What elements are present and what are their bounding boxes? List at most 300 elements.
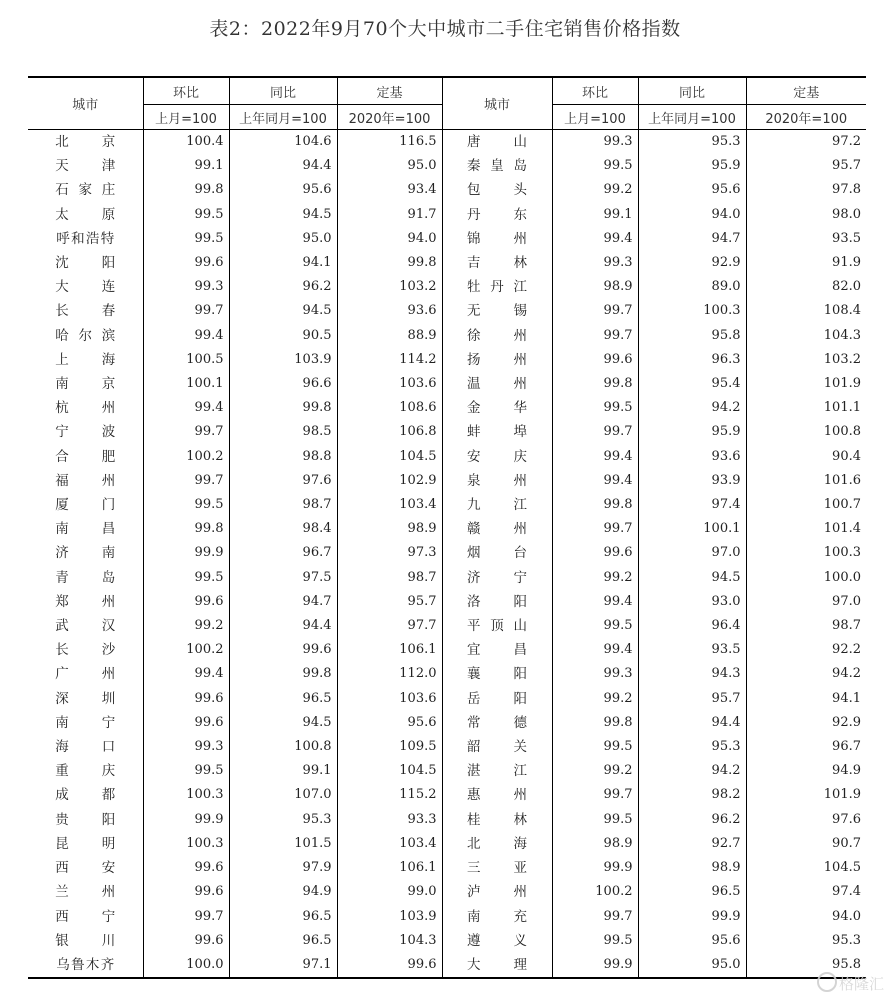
city-cell [28, 905, 143, 929]
mom-value: 100.0 [143, 953, 229, 978]
city-cell [442, 130, 552, 155]
mom-value: 99.4 [552, 590, 638, 614]
city-cell [442, 154, 552, 178]
city-cell [28, 348, 143, 372]
base-value: 102.9 [337, 469, 442, 493]
yoy-value: 96.7 [229, 541, 337, 565]
city-cell [442, 808, 552, 832]
base-value: 98.9 [337, 517, 442, 541]
yoy-value: 90.5 [229, 324, 337, 348]
city-name: 兰州 [55, 884, 116, 901]
city-name: 三亚 [467, 860, 527, 877]
mom-value: 99.8 [552, 711, 638, 735]
table-row [28, 856, 866, 880]
base-value: 94.2 [746, 662, 866, 686]
city-cell [442, 711, 552, 735]
yoy-value: 95.7 [638, 687, 746, 711]
col-header-yoy-right: 同比 [638, 77, 746, 105]
city-name: 温州 [467, 376, 527, 393]
base-value: 103.4 [337, 493, 442, 517]
yoy-value: 97.9 [229, 856, 337, 880]
city-name: 无锡 [467, 303, 527, 320]
city-cell [28, 154, 143, 178]
city-cell [442, 275, 552, 299]
yoy-value: 94.4 [229, 614, 337, 638]
col-header-city-right: 城市 [442, 77, 552, 130]
base-value: 95.3 [746, 929, 866, 953]
city-cell [442, 614, 552, 638]
yoy-value: 98.5 [229, 420, 337, 444]
city-cell [442, 783, 552, 807]
col-header-mom: 环比 [143, 77, 229, 105]
city-cell [442, 953, 552, 978]
base-value: 104.5 [337, 445, 442, 469]
mom-value: 99.6 [552, 541, 638, 565]
mom-value: 99.7 [143, 420, 229, 444]
base-value: 100.3 [746, 541, 866, 565]
yoy-value: 95.9 [638, 420, 746, 444]
city-cell [28, 566, 143, 590]
yoy-value: 95.9 [638, 154, 746, 178]
mom-value: 99.2 [552, 687, 638, 711]
mom-value: 99.2 [552, 178, 638, 202]
base-value: 97.6 [746, 808, 866, 832]
city-cell [28, 299, 143, 323]
base-value: 98.0 [746, 203, 866, 227]
mom-value: 99.7 [552, 324, 638, 348]
city-cell [442, 687, 552, 711]
mom-value: 99.3 [552, 662, 638, 686]
base-value: 101.4 [746, 517, 866, 541]
mom-value: 98.9 [552, 832, 638, 856]
yoy-value: 94.2 [638, 759, 746, 783]
city-cell [28, 372, 143, 396]
col-header-city: 城市 [28, 77, 143, 130]
base-value: 103.2 [337, 275, 442, 299]
city-cell [442, 372, 552, 396]
yoy-value: 95.6 [229, 178, 337, 202]
city-cell [442, 178, 552, 202]
base-value: 104.3 [337, 929, 442, 953]
yoy-value: 94.4 [638, 711, 746, 735]
mom-value: 99.6 [143, 856, 229, 880]
base-value: 95.7 [337, 590, 442, 614]
table-row [28, 203, 866, 227]
yoy-value: 95.6 [638, 929, 746, 953]
city-name: 九江 [467, 497, 527, 514]
city-cell [28, 783, 143, 807]
city-name: 蚌埠 [467, 424, 527, 441]
city-cell [442, 662, 552, 686]
yoy-value: 96.6 [229, 372, 337, 396]
city-name: 福州 [55, 472, 116, 489]
city-cell [28, 445, 143, 469]
base-value: 100.8 [746, 420, 866, 444]
city-name: 北京 [55, 134, 116, 150]
table-row [28, 783, 866, 807]
city-cell [28, 662, 143, 686]
city-cell [442, 541, 552, 565]
city-name: 湛江 [467, 763, 527, 780]
city-cell [442, 735, 552, 759]
base-value: 92.2 [746, 638, 866, 662]
table-row [28, 517, 866, 541]
mom-value: 99.3 [143, 735, 229, 759]
mom-value: 99.8 [143, 178, 229, 202]
city-name: 南宁 [55, 714, 116, 731]
city-cell [442, 251, 552, 275]
mom-value: 100.3 [143, 832, 229, 856]
city-name: 大连 [55, 279, 116, 296]
yoy-value: 94.2 [638, 396, 746, 420]
mom-value: 99.8 [552, 493, 638, 517]
table-row [28, 808, 866, 832]
col-subheader-yoy-right: 上年同月=100 [638, 105, 746, 130]
city-cell [442, 396, 552, 420]
mom-value: 98.9 [552, 275, 638, 299]
base-value: 93.6 [337, 299, 442, 323]
base-value: 90.7 [746, 832, 866, 856]
yoy-value: 98.7 [229, 493, 337, 517]
base-value: 99.8 [337, 251, 442, 275]
base-value: 90.4 [746, 445, 866, 469]
mom-value: 99.4 [552, 469, 638, 493]
table-row [28, 590, 866, 614]
base-value: 94.0 [746, 905, 866, 929]
city-name: 太原 [55, 206, 116, 223]
yoy-value: 95.8 [638, 324, 746, 348]
mom-value: 99.2 [552, 566, 638, 590]
city-name: 岳阳 [467, 690, 527, 707]
city-name: 长春 [55, 303, 116, 320]
mom-value: 99.6 [143, 880, 229, 904]
city-name: 重庆 [55, 763, 116, 780]
col-subheader-base: 2020年=100 [337, 105, 442, 130]
watermark-logo-icon [817, 972, 837, 992]
yoy-value: 93.0 [638, 590, 746, 614]
base-value: 93.3 [337, 808, 442, 832]
mom-value: 99.6 [143, 251, 229, 275]
yoy-value: 94.7 [229, 590, 337, 614]
yoy-value: 94.3 [638, 662, 746, 686]
city-name: 南充 [467, 908, 527, 925]
mom-value: 99.3 [143, 275, 229, 299]
city-name: 秦皇岛 [467, 158, 527, 175]
city-cell [28, 687, 143, 711]
base-value: 96.7 [746, 735, 866, 759]
yoy-value: 96.3 [638, 348, 746, 372]
base-value: 97.0 [746, 590, 866, 614]
city-name: 郑州 [55, 593, 116, 610]
col-subheader-mom-right: 上月=100 [552, 105, 638, 130]
city-name: 沈阳 [55, 255, 116, 272]
base-value: 98.7 [337, 566, 442, 590]
city-cell [442, 299, 552, 323]
table-row [28, 687, 866, 711]
city-cell [442, 566, 552, 590]
mom-value: 99.5 [552, 808, 638, 832]
base-value: 104.5 [746, 856, 866, 880]
yoy-value: 98.8 [229, 445, 337, 469]
table-row [28, 445, 866, 469]
yoy-value: 99.6 [229, 638, 337, 662]
table-row [28, 251, 866, 275]
table-row [28, 324, 866, 348]
city-name: 杭州 [55, 400, 116, 417]
city-cell [442, 420, 552, 444]
city-cell [28, 808, 143, 832]
mom-value: 99.5 [552, 929, 638, 953]
mom-value: 99.6 [143, 711, 229, 735]
base-value: 114.2 [337, 348, 442, 372]
yoy-value: 97.0 [638, 541, 746, 565]
yoy-value: 94.5 [229, 711, 337, 735]
city-cell [442, 856, 552, 880]
mom-value: 99.6 [143, 687, 229, 711]
yoy-value: 100.3 [638, 299, 746, 323]
city-name: 锦州 [467, 230, 527, 247]
mom-value: 99.5 [552, 154, 638, 178]
base-value: 95.7 [746, 154, 866, 178]
city-name: 昆明 [55, 835, 116, 852]
yoy-value: 97.1 [229, 953, 337, 978]
base-value: 108.6 [337, 396, 442, 420]
base-value: 97.4 [746, 880, 866, 904]
base-value: 101.1 [746, 396, 866, 420]
yoy-value: 94.5 [638, 566, 746, 590]
city-cell [442, 759, 552, 783]
city-name: 天津 [55, 158, 116, 175]
city-name: 长沙 [55, 642, 116, 659]
yoy-value: 94.7 [638, 227, 746, 251]
mom-value: 100.2 [143, 445, 229, 469]
city-cell [442, 227, 552, 251]
city-name: 平顶山 [467, 618, 527, 635]
city-name: 安庆 [467, 448, 527, 465]
mom-value: 99.5 [143, 493, 229, 517]
city-cell [28, 929, 143, 953]
city-cell [442, 203, 552, 227]
table-row [28, 662, 866, 686]
base-value: 101.6 [746, 469, 866, 493]
yoy-value: 94.1 [229, 251, 337, 275]
base-value: 88.9 [337, 324, 442, 348]
base-value: 100.7 [746, 493, 866, 517]
city-cell [28, 735, 143, 759]
mom-value: 99.3 [552, 251, 638, 275]
city-name: 大理 [467, 956, 527, 973]
table-row [28, 154, 866, 178]
city-cell [442, 880, 552, 904]
mom-value: 99.5 [143, 566, 229, 590]
city-cell [28, 251, 143, 275]
table-row [28, 566, 866, 590]
city-name: 哈尔滨 [55, 327, 116, 344]
table-row [28, 372, 866, 396]
city-cell [442, 445, 552, 469]
city-cell [28, 227, 143, 251]
city-cell [28, 759, 143, 783]
base-value: 103.6 [337, 687, 442, 711]
mom-value: 99.6 [143, 590, 229, 614]
table-title: 表2：2022年9月70个大中城市二手住宅销售价格指数 [209, 18, 681, 40]
table-row [28, 759, 866, 783]
mom-value: 99.5 [143, 759, 229, 783]
yoy-value: 96.2 [638, 808, 746, 832]
mom-value: 99.5 [552, 396, 638, 420]
mom-value: 99.7 [143, 905, 229, 929]
city-cell [442, 638, 552, 662]
city-cell [28, 324, 143, 348]
city-cell [28, 638, 143, 662]
mom-value: 99.5 [552, 735, 638, 759]
city-cell [28, 541, 143, 565]
yoy-value: 96.2 [229, 275, 337, 299]
city-name: 泸州 [467, 884, 527, 901]
city-name: 济南 [55, 545, 116, 562]
yoy-value: 99.9 [638, 905, 746, 929]
city-name: 烟台 [467, 545, 527, 562]
base-value: 99.0 [337, 880, 442, 904]
table-row [28, 711, 866, 735]
col-subheader-base-right: 2020年=100 [746, 105, 866, 130]
base-value: 95.8 [746, 953, 866, 978]
city-cell [28, 832, 143, 856]
yoy-value: 103.9 [229, 348, 337, 372]
mom-value: 99.7 [552, 420, 638, 444]
mom-value: 99.1 [143, 154, 229, 178]
mom-value: 100.3 [143, 783, 229, 807]
col-header-mom-right: 环比 [552, 77, 638, 105]
yoy-value: 95.0 [638, 953, 746, 978]
yoy-value: 95.6 [638, 178, 746, 202]
city-cell [28, 275, 143, 299]
mom-value: 99.6 [552, 348, 638, 372]
mom-value: 99.2 [552, 759, 638, 783]
table-row [28, 227, 866, 251]
base-value: 93.4 [337, 178, 442, 202]
city-name: 西宁 [55, 908, 116, 925]
yoy-value: 95.0 [229, 227, 337, 251]
yoy-value: 92.7 [638, 832, 746, 856]
yoy-value: 100.8 [229, 735, 337, 759]
yoy-value: 95.4 [638, 372, 746, 396]
base-value: 94.0 [337, 227, 442, 251]
city-name: 呼和浩特 [56, 230, 115, 247]
col-subheader-yoy: 上年同月=100 [229, 105, 337, 130]
base-value: 116.5 [337, 130, 442, 155]
city-cell [28, 130, 143, 155]
base-value: 103.9 [337, 905, 442, 929]
watermark-text: 格隆汇 [838, 975, 884, 993]
city-name: 包头 [467, 182, 527, 199]
base-value: 97.7 [337, 614, 442, 638]
mom-value: 100.5 [143, 348, 229, 372]
base-value: 115.2 [337, 783, 442, 807]
city-name: 金华 [467, 400, 527, 417]
table-row [28, 178, 866, 202]
mom-value: 99.5 [552, 614, 638, 638]
city-cell [28, 517, 143, 541]
mom-value: 99.7 [552, 517, 638, 541]
mom-value: 99.4 [552, 227, 638, 251]
table-row [28, 929, 866, 953]
city-cell [442, 469, 552, 493]
city-cell [28, 396, 143, 420]
base-value: 97.2 [746, 130, 866, 155]
mom-value: 99.1 [552, 203, 638, 227]
yoy-value: 94.0 [638, 203, 746, 227]
mom-value: 99.9 [143, 808, 229, 832]
yoy-value: 94.9 [229, 880, 337, 904]
mom-value: 99.4 [552, 445, 638, 469]
city-name: 北海 [467, 835, 527, 852]
city-name: 南京 [55, 376, 116, 393]
base-value: 101.9 [746, 783, 866, 807]
city-name: 成都 [55, 787, 116, 804]
city-name: 遵义 [467, 932, 527, 949]
city-cell [28, 420, 143, 444]
city-cell [28, 178, 143, 202]
city-name: 常德 [467, 714, 527, 731]
mom-value: 99.3 [552, 130, 638, 155]
yoy-value: 97.6 [229, 469, 337, 493]
yoy-value: 99.1 [229, 759, 337, 783]
yoy-value: 94.5 [229, 299, 337, 323]
city-cell [28, 590, 143, 614]
table-body [28, 130, 866, 979]
table-row [28, 420, 866, 444]
yoy-value: 96.5 [229, 687, 337, 711]
city-name: 宜昌 [467, 642, 527, 659]
base-value: 104.5 [337, 759, 442, 783]
base-value: 92.9 [746, 711, 866, 735]
mom-value: 99.7 [552, 299, 638, 323]
city-cell [442, 348, 552, 372]
yoy-value: 98.2 [638, 783, 746, 807]
base-value: 97.3 [337, 541, 442, 565]
city-name: 洛阳 [467, 593, 527, 610]
city-name: 泉州 [467, 472, 527, 489]
mom-value: 100.2 [552, 880, 638, 904]
table-row [28, 299, 866, 323]
table-row [28, 493, 866, 517]
city-name: 桂林 [467, 811, 527, 828]
city-name: 宁波 [55, 424, 116, 441]
table-row [28, 396, 866, 420]
yoy-value: 94.5 [229, 203, 337, 227]
yoy-value: 95.3 [638, 130, 746, 155]
city-name: 乌鲁木齐 [56, 956, 115, 973]
city-name: 襄阳 [467, 666, 527, 683]
city-cell [442, 832, 552, 856]
table-row [28, 832, 866, 856]
base-value: 106.1 [337, 638, 442, 662]
table-row [28, 275, 866, 299]
table-row [28, 614, 866, 638]
yoy-value: 104.6 [229, 130, 337, 155]
col-header-yoy: 同比 [229, 77, 337, 105]
table-row [28, 348, 866, 372]
city-cell [28, 469, 143, 493]
table-row [28, 469, 866, 493]
city-cell [442, 590, 552, 614]
city-name: 赣州 [467, 521, 527, 538]
mom-value: 99.4 [552, 638, 638, 662]
mom-value: 99.5 [143, 227, 229, 251]
base-value: 93.5 [746, 227, 866, 251]
yoy-value: 97.5 [229, 566, 337, 590]
